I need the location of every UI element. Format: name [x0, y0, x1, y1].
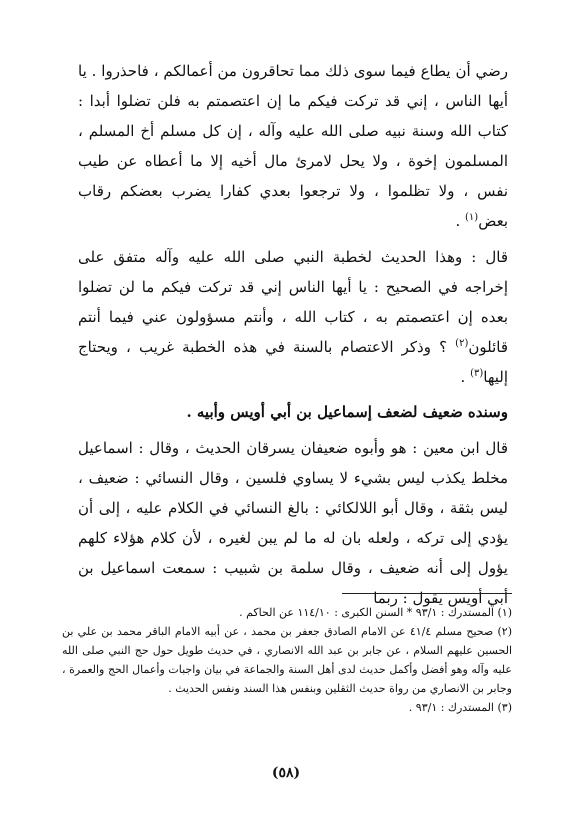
footnote-2: (٢) صحيح مسلم ٤١/٤ عن الامام الصادق جعفر بن محمد ، عن أبيه الامام الباقر محمد بن علي بن الحسين عليهم السلام ، عن جابر بن عبد الله الانصاري ، في حديث طويل حول حج النبي صلى الله عليه وآله وهو أفضل وأكمل حديث لدى أهل السنة والجماعة في بيان واجبات وأعمال الحج والعمرة ، وجابر بن الانصاري من رواة حديث الثقلين وبنفس هذا السند ونفس الحديث . [62, 625, 512, 695]
footnotes [62, 603, 512, 717]
paragraph-1-text: رضي أن يطاع فيما سوى ذلك مما تحاقرون من أعمالكم ، فاحذروا . يا أيها الناس ، إني قد تركت فيكم ما إن اعتصمتم به فلن تضلوا أبدا : كتاب الله وسنة نبيه صلى الله عليه وآله ، إن كل مسلم أخ المسلم ، المسلمون إخوة ، ولا يحل لامرئ مال أخيه إلا ما أعطاه عن طيب نفس ، ولا تظلموا ، ولا ترجعوا بعدي كفارا يضرب بعضكم رقاب بعض [78, 62, 508, 230]
paragraph-3: قال ابن معين : هو وأبوه ضعيفان يسرقان الحديث ، وقال : اسماعيل مخلط يكذب ليس بشيء لا يساوي فلسين ، وقال النسائي : ضعيف ، ليس بثقة ، وقال أبو اللالكائي : بالغ النسائي في الكلام عليه ، إلى أن يؤدي إلى تركه ، ولعله بان له ما لم يبن لغيره ، لأن كلام هؤلاء كلهم يؤول إلى أنه ضعيف ، وقال سلمة بن شبيب : سمعت اسماعيل بن أبي أويس يقول : ربما [78, 439, 508, 607]
bold-statement: وسنده ضعيف لضعف إسماعيل بن أبي أويس وأبيه . [186, 403, 508, 421]
footnote-1: (١) المستدرك : ٩٣/١ * السنن الكبرى : ١١٤/١٠ عن الحاكم . [239, 606, 512, 619]
page-number: (٥٨) [271, 765, 301, 781]
footnote-ref-2: (٢) [455, 338, 469, 349]
paragraph-2-text-a: قال : وهذا الحديث لخطبة النبي صلى الله عليه وآله متفق على إخراجه في الصحيح : يا أيها الناس إني قد تركت فيكم ما لن تضلوا بعده إن اعتصمتم به ، كتاب الله ، وأنتم مسؤولون عني فيما أنتم قائلون [78, 248, 508, 356]
footnote-separator [342, 593, 512, 594]
footnote-ref-1: (١) [465, 212, 479, 223]
paragraph-2-text-b: ؟ وذكر الاعتصام بالسنة في هذه الخطبة غريب ، ويحتاج إليها [78, 338, 508, 386]
paragraph-1-end: . [455, 212, 466, 230]
main-text [78, 56, 508, 613]
footnote-ref-3: (٣) [470, 368, 484, 379]
footnote-3: (٣) المستدرك : ٩٣/١ . [408, 701, 512, 714]
paragraph-1 [78, 56, 508, 236]
paragraph-2-end: . [460, 368, 471, 386]
paragraph-2 [78, 242, 508, 392]
